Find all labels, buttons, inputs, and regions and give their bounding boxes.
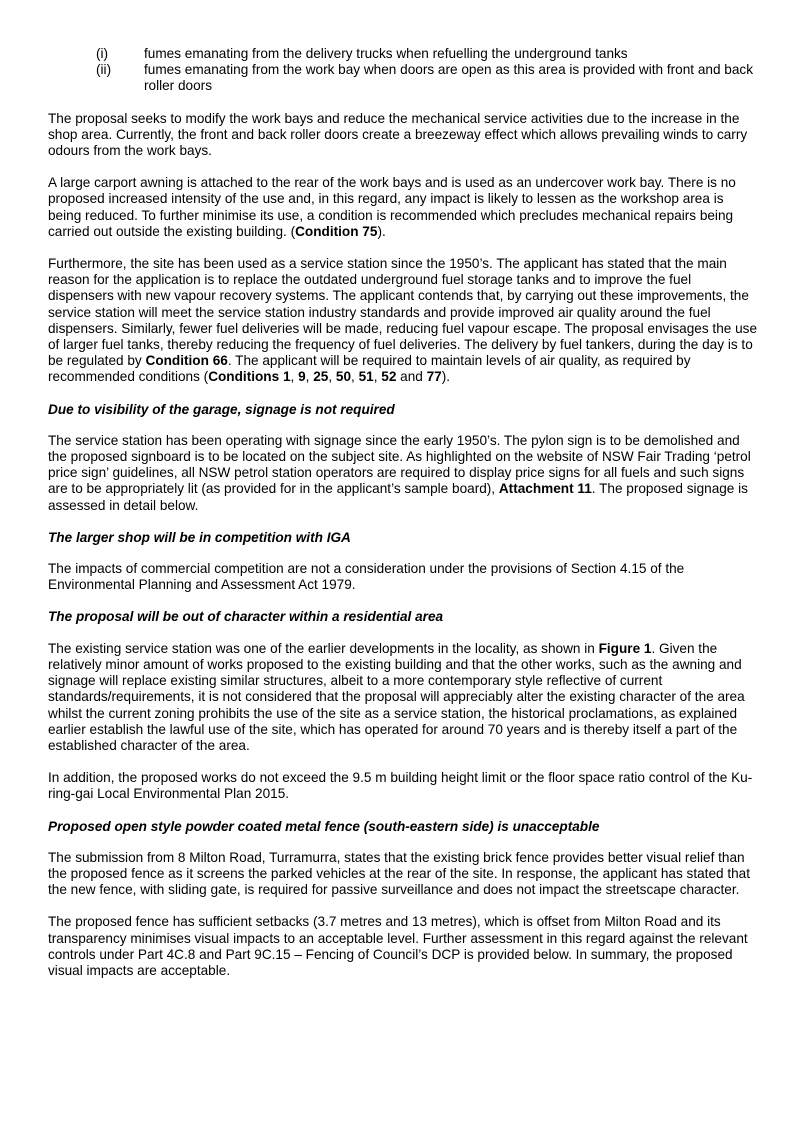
text-run: The existing service station was one of the earlier developments in the locality, as shown in: [48, 640, 599, 656]
condition-ref: 51: [358, 369, 374, 385]
list-item: [48, 62, 760, 94]
document-page: [48, 46, 760, 995]
condition-ref: 9: [298, 369, 306, 385]
attachment-ref: Attachment 11: [498, 481, 592, 497]
text-run: ,: [351, 369, 359, 385]
paragraph-service-station-history: [48, 256, 760, 386]
text-run: Furthermore, the site has been used as a service station since the 1950’s. The applicant has stated that the main reason for the application is to replace the outdated underground fuel storage tanks and to improve the fuel dispensers with new vapour recovery systems. The applicant contends that, by carrying out these improvements, the service station will meet the service station industry standards and provide improved air quality around the fuel dispensers. Similarly, fewer fuel deliveries will be made, reducing fuel vapour escape. The proposal envisages the use of larger fuel tanks, thereby reducing the frequency of fuel deliveries. The delivery by fuel tankers, during the day is to be regulated by: [48, 256, 758, 369]
list-item-text: fumes emanating from the work bay when doors are open as this area is provided with front and back roller doors: [144, 62, 754, 94]
condition-ref: 52: [381, 369, 397, 385]
text-run: A large carport awning is attached to the rear of the work bays and is used as an undercover work bay. There is no proposed increased intensity of the use and, in this regard, any impact is likely to lessen as the workshop area is being reduced. To further minimise its use, a condition is recommended which precludes mechanical repairs being carried out outside the existing building. (: [48, 175, 736, 239]
condition-ref: Condition 75: [295, 223, 378, 239]
heading-signage: Due to visibility of the garage, signage is not required: [48, 401, 395, 417]
condition-ref: Condition 66: [145, 353, 228, 369]
list-item-text: fumes emanating from the delivery trucks when refuelling the underground tanks: [144, 46, 628, 61]
text-run: ,: [305, 369, 314, 385]
text-run: ,: [328, 369, 336, 385]
text-run: The service station has been operating with signage since the early 1950’s. The pylon sign is to be demolished and the proposed signboard is to be located on the subject site. As highlighted on the website of NSW Fair Trading ‘petrol price sign’ guidelines, all NSW petrol station operators are required to display price signs for all fuels and such signs are to be appropriately lit (as provided for in the applicant’s sample board),: [48, 432, 751, 497]
paragraph-fence-setbacks: The proposed fence has sufficient setbacks (3.7 metres and 13 metres), which is offset from Milton Road and its transparency minimises visual impacts to an acceptable level. Further assessment in this regard against the relevant controls under Part 4C.8 and Part 9C.15 – Fencing of Council’s DCP is provided below. In summary, the proposed visual impacts are acceptable.: [48, 914, 748, 978]
paragraph-competition: The impacts of commercial competition are not a consideration under the provisions of Section 4.15 of the Environmental Planning and Assessment Act 1979.: [48, 561, 685, 593]
text-run: . The applicant will be required to maintain levels of air quality, as required by recommended conditions (: [48, 353, 691, 385]
text-run: ).: [441, 369, 451, 385]
paragraph-fence-submission: The submission from 8 Milton Road, Turramurra, states that the existing brick fence provides better visual relief than the proposed fence as it screens the parked vehicles at the rear of the site. In response, the applicant has stated that the new fence, with sliding gate, is required for passive surveillance and does not impact the streetscape character.: [48, 849, 751, 898]
list-item: [48, 46, 760, 62]
paragraph-height-limit: In addition, the proposed works do not exceed the 9.5 m building height limit or the floor space ratio control of the Ku-ring-gai Local Environmental Plan 2015.: [48, 770, 753, 802]
paragraph-character: [48, 641, 760, 754]
figure-ref: Figure 1: [598, 640, 652, 656]
text-run: ,: [290, 369, 299, 385]
text-run: and: [396, 369, 427, 385]
text-run: ,: [373, 369, 382, 385]
text-run: . The proposed signage is assessed in detail below.: [48, 481, 748, 513]
fume-source-list: [48, 46, 760, 95]
condition-ref: 77: [426, 369, 442, 385]
heading-competition: The larger shop will be in competition with IGA: [48, 529, 351, 545]
heading-fence: Proposed open style powder coated metal fence (south-eastern side) is unacceptable: [48, 818, 600, 834]
text-run: . Given the relatively minor amount of works proposed to the existing building and that the other works, such as the awning and signage will replace existing similar structures, albeit to a more contemporary style reflective of current standards/requirements, it is not considered that the proposal will appreciably alter the existing character of the area whilst the current zoning prohibits the use of the site as a service station, the historical proclamations, as explained earlier establish the lawful use of the site, which has operated for around 70 years and is thereby itself a part of the established character of the area.: [48, 640, 745, 753]
condition-ref: Conditions 1: [208, 369, 291, 385]
paragraph-signage: [48, 433, 760, 514]
text-run: ).: [377, 223, 386, 239]
condition-ref: 25: [313, 369, 329, 385]
paragraph-work-bays: The proposal seeks to modify the work bays and reduce the mechanical service activities due to the increase in the shop area. Currently, the front and back roller doors create a breezeway effect which allows prevailing winds to carry odours from the work bays.: [48, 110, 748, 159]
condition-ref: 50: [335, 369, 352, 385]
heading-character: The proposal will be out of character within a residential area: [48, 609, 444, 625]
list-item-number: (i): [96, 46, 109, 61]
list-item-number: (ii): [96, 62, 112, 78]
paragraph-carport-awning: [48, 175, 760, 240]
